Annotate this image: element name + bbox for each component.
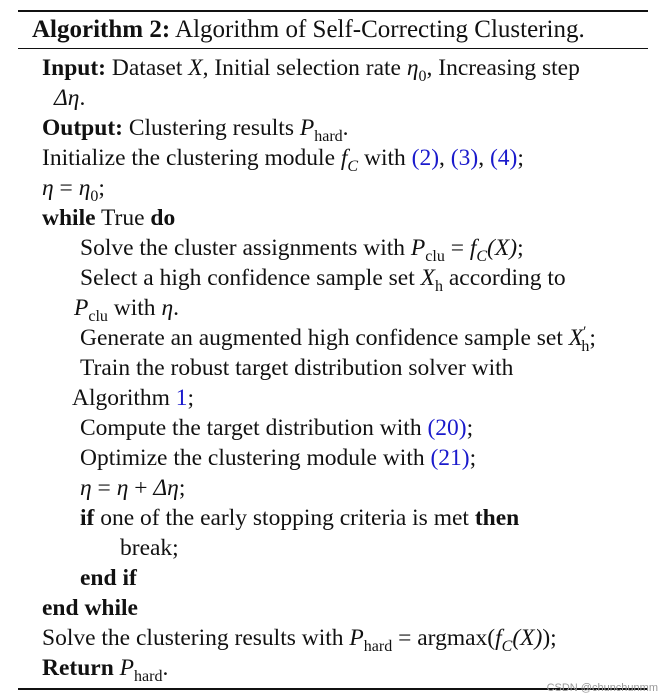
eq-ref-4[interactable]: (4) bbox=[489, 145, 518, 171]
caption-label: Algorithm 2: bbox=[32, 16, 171, 43]
end-if-line: end if bbox=[80, 565, 137, 591]
final-solve-line: Solve the clustering results with $P_{hard} = argmax(f_C(X))$; bbox=[42, 625, 557, 655]
while-line: while True do bbox=[42, 205, 176, 231]
step-optimize: Optimize the clustering module with (21); bbox=[80, 445, 477, 471]
algorithm-box bbox=[18, 10, 648, 690]
step-solve-assignments: Solve the cluster assignments with $P_{clu} = f_C(X)$; bbox=[80, 235, 524, 265]
step-compute-target: Compute the target distribution with (20); bbox=[80, 415, 474, 441]
step-update-eta: η = η + Δη; bbox=[80, 475, 186, 501]
step-select-line-2: $P_{clu}$ with η. bbox=[74, 295, 179, 325]
end-while-line: end while bbox=[42, 595, 138, 621]
eq-ref-3[interactable]: (3) bbox=[450, 145, 479, 171]
eq-ref-20[interactable]: (20) bbox=[427, 415, 467, 441]
init-line: Initialize the clustering module $f_C$ with (2), (3), (4); bbox=[42, 145, 524, 175]
return-line: Return $P_{hard}$. bbox=[42, 655, 169, 685]
step-train-line-1: Train the robust target distribution solver with bbox=[80, 355, 514, 381]
algorithm-ref-1[interactable]: 1 bbox=[175, 385, 188, 411]
watermark: CSDN @chunchunmm bbox=[546, 682, 658, 694]
eq-ref-2[interactable]: (2) bbox=[411, 145, 440, 171]
input-line-1: Input: Dataset X, Initial selection rate $\eta_0$, Increasing step bbox=[42, 55, 580, 85]
caption-title: Algorithm of Self-Correcting Clustering. bbox=[175, 16, 585, 43]
algorithm-caption bbox=[18, 12, 648, 49]
break-line: break; bbox=[120, 535, 179, 561]
output-line: Output: Clustering results $P_{hard}$. bbox=[42, 115, 349, 145]
step-generate: Generate an augmented high confidence sample set $X'_h$; bbox=[80, 324, 596, 355]
step-train-line-2: Algorithm 1; bbox=[72, 385, 195, 411]
if-line: if one of the early stopping criteria is met then bbox=[80, 505, 520, 531]
eta-init-line: $\eta = \eta_0$; bbox=[42, 175, 105, 205]
step-select-line-1: Select a high confidence sample set $X_h$ according to bbox=[80, 265, 566, 295]
eq-ref-21[interactable]: (21) bbox=[430, 445, 470, 471]
input-line-2: Δη. bbox=[54, 85, 86, 111]
